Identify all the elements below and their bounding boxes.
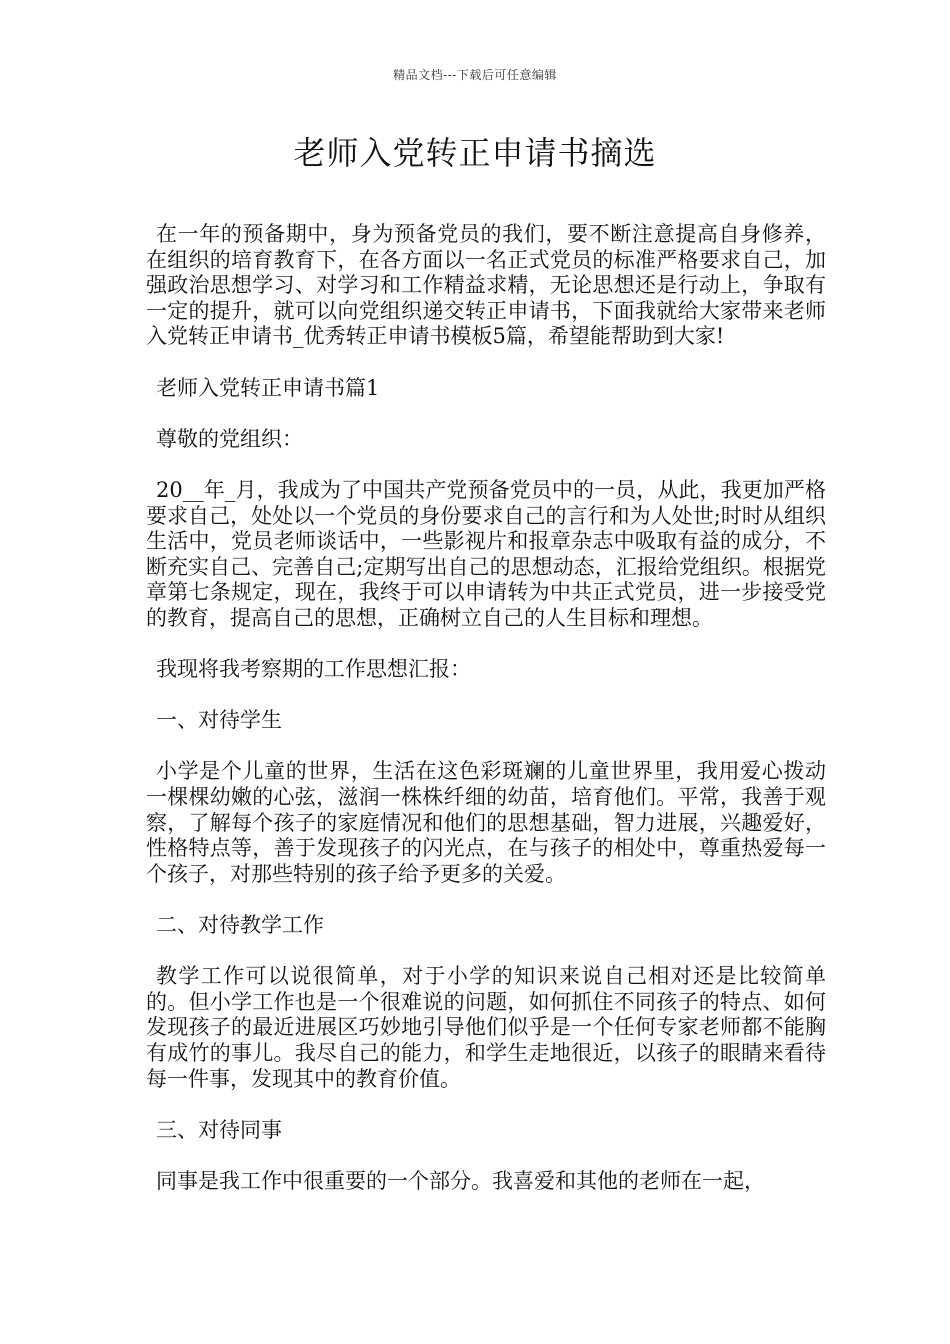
salutation: 尊敬的党组织： [156, 426, 303, 451]
body-paragraph: 教学工作可以说很简单，对于小学的知识来说自己相对还是比较简单的。但小学工作也是一个很难说的问题，如何抓住不同孩子的特点、如何发现孩子的最近进展区巧妙地引导他们似乎是一个任何专家老师都不能胸有成竹的事儿。我尽自己的能力，和学生走地很近，以孩子的眼睛来看待每一件事，发现其中的教育价值。 [146, 964, 826, 1091]
document-body [146, 222, 826, 1220]
subheading-students: 一、对待学生 [156, 708, 282, 733]
body-paragraph: 小学是个儿童的世界，生活在这色彩斑斓的儿童世界里，我用爱心拨动一棵棵幼嫩的心弦，滋润一株株纤细的幼苗，培育他们。平常，我善于观察，了解每个孩子的家庭情况和他们的思想基础，智力进展，兴趣爱好，性格特点等，善于发现孩子的闪光点，在与孩子的相处中，尊重热爱每一个孩子，对那些特别的孩子给予更多的关爱。 [146, 759, 826, 886]
section-heading: 老师入党转正申请书篇1 [156, 375, 380, 400]
document-title: 老师入党转正申请书摘选 [293, 134, 657, 172]
page-header: 精品文档---下载后可任意编辑 [393, 68, 557, 82]
body-paragraph: 同事是我工作中很重要的一个部分。我喜爱和其他的老师在一起， [156, 1168, 765, 1193]
body-paragraph: 20__年_月，我成为了中国共产党预备党员中的一员，从此，我更加严格要求自己，处处以一个党员的身份要求自己的言行和为人处世;时时从组织生活中，党员老师谈话中，一些影视片和报章杂志中吸取有益的成分，不断充实自己、完善自己;定期写出自己的思想动态，汇报给党组织。根据党章第七条规定，现在，我终于可以申请转为中共正式党员，进一步接受党的教育，提高自己的思想，正确树立自己的人生目标和理想。 [146, 477, 826, 630]
intro-paragraph: 在一年的预备期中，身为预备党员的我们，要不断注意提高自身修养，在组织的培育教育下，在各方面以一名正式党员的标准严格要求自己，加强政治思想学习、对学习和工作精益求精，无论思想还是行动上，争取有一定的提升，就可以向党组织递交转正申请书，下面我就给大家带来老师入党转正申请书_优秀转正申请书模板5篇，希望能帮助到大家! [146, 222, 826, 349]
report-intro: 我现将我考察期的工作思想汇报： [156, 657, 471, 682]
subheading-teaching: 二、对待教学工作 [156, 913, 324, 938]
subheading-colleagues: 三、对待同事 [156, 1117, 282, 1142]
